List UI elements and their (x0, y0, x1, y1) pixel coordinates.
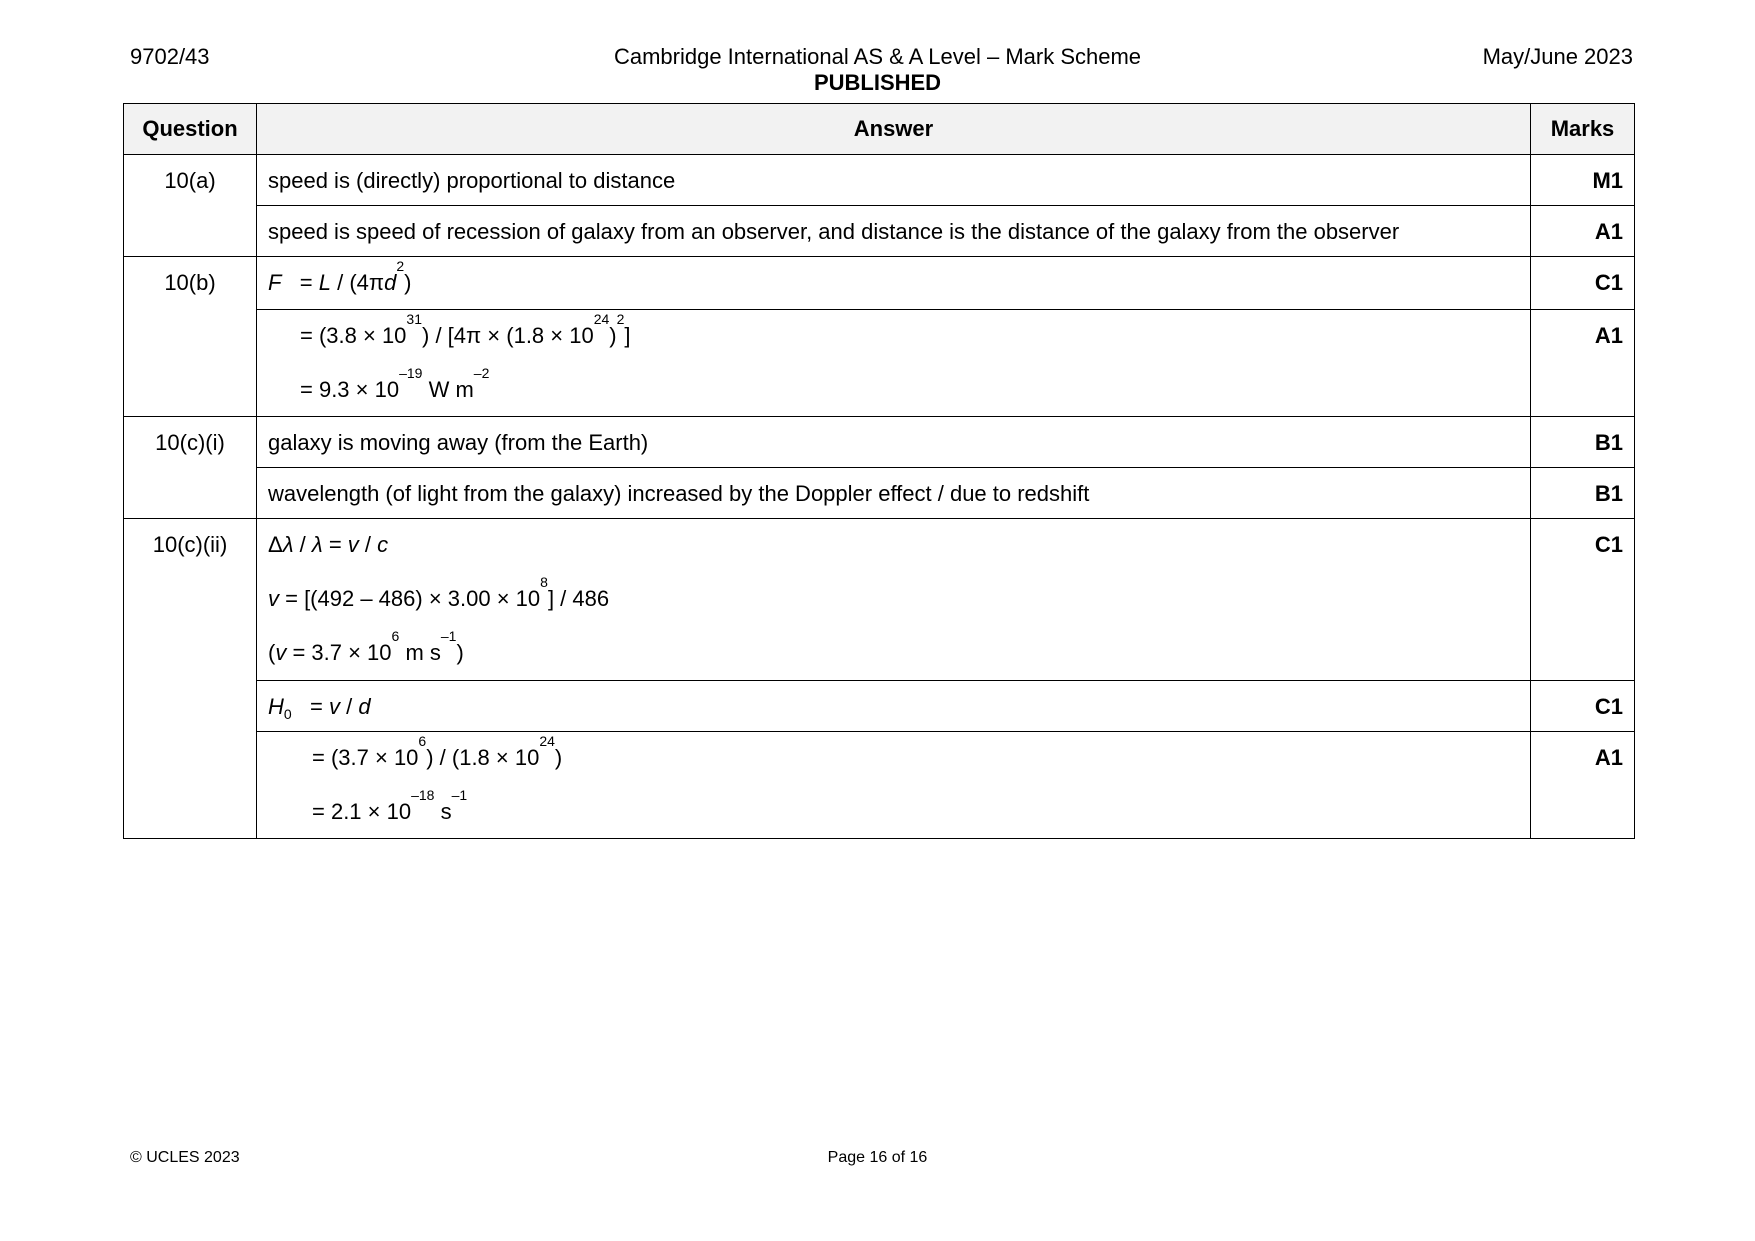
question-number: 10(a) (124, 155, 257, 257)
answer-cell (257, 417, 1531, 468)
table-row (124, 417, 1635, 468)
table-row (124, 257, 1635, 310)
answer-line: wavelength (of light from the galaxy) increased by the Doppler effect / due to redshift (268, 481, 1090, 506)
answer-cell (257, 206, 1531, 257)
answer-cell (257, 681, 1531, 732)
question-number: 10(b) (124, 257, 257, 417)
table-row (124, 519, 1635, 681)
answer-line: speed is (directly) proportional to distance (268, 168, 676, 193)
mark-cell: A1 (1531, 206, 1635, 257)
answer-line: = $2.1 \times 10^{-18}$ $s^{-1}$ (312, 787, 468, 824)
answer-line: $F = L / (4\pi d^2)$ (268, 258, 412, 295)
table-row (124, 206, 1635, 257)
table-row (124, 681, 1635, 732)
answer-line: galaxy is moving away (from the Earth) (268, 430, 649, 455)
answer-line: speed is speed of recession of galaxy from an observer, and distance is the distance of the galaxy from the observer (268, 219, 1400, 244)
published-label: PUBLISHED (813, 70, 942, 95)
exam-session: May/June 2023 (1482, 44, 1633, 69)
answer-cell (257, 257, 1531, 310)
answer-line: $H_0 = v / d$ (268, 694, 371, 722)
answer-line: $v = [(492 - 486) \times 3.00 \times 10^8] / 486$ (268, 574, 610, 611)
answer-line: = $(3.8 \times 10^{31}) / [4\pi \times (1.8 \times 10^{24})^2]$ (300, 311, 631, 348)
mark-cell: A1 (1531, 310, 1635, 417)
marks-column-header: Marks (1531, 104, 1635, 155)
mark-cell: C1 (1531, 257, 1635, 310)
mark-cell: B1 (1531, 417, 1635, 468)
mark-cell: B1 (1531, 468, 1635, 519)
document-title: Cambridge International AS & A Level – Mark Scheme (613, 44, 1142, 69)
table-row (124, 310, 1635, 417)
question-number: 10(c)(ii) (124, 519, 257, 839)
mark-cell: C1 (1531, 519, 1635, 681)
table-row (124, 732, 1635, 839)
table-row (124, 468, 1635, 519)
mark-cell: C1 (1531, 681, 1635, 732)
answer-line: = $(3.7 \times 10^6) / (1.8 \times 10^{24})$ (312, 733, 563, 770)
answer-line: Δλ / λ = v / c (268, 532, 389, 557)
answer-cell (257, 732, 1531, 839)
answer-cell (257, 155, 1531, 206)
mark-scheme-table (123, 103, 1635, 839)
table-row (124, 155, 1635, 206)
document-code: 9702/43 (130, 44, 210, 69)
copyright: © UCLES 2023 (130, 1149, 240, 1166)
page-number: Page 16 of 16 (827, 1149, 928, 1166)
answer-line: = $9.3 \times 10^{-19}$ W $m^{-2}$ (300, 365, 490, 402)
answer-line: ($v = 3.7 \times 10^6$ m $s^{-1}$) (268, 628, 464, 665)
mark-cell: M1 (1531, 155, 1635, 206)
question-column-header: Question (124, 104, 257, 155)
answer-column-header: Answer (257, 104, 1531, 155)
mark-cell: A1 (1531, 732, 1635, 839)
answer-cell (257, 519, 1531, 681)
table-header-row (124, 104, 1635, 155)
question-number: 10(c)(i) (124, 417, 257, 519)
answer-cell (257, 468, 1531, 519)
answer-cell (257, 310, 1531, 417)
